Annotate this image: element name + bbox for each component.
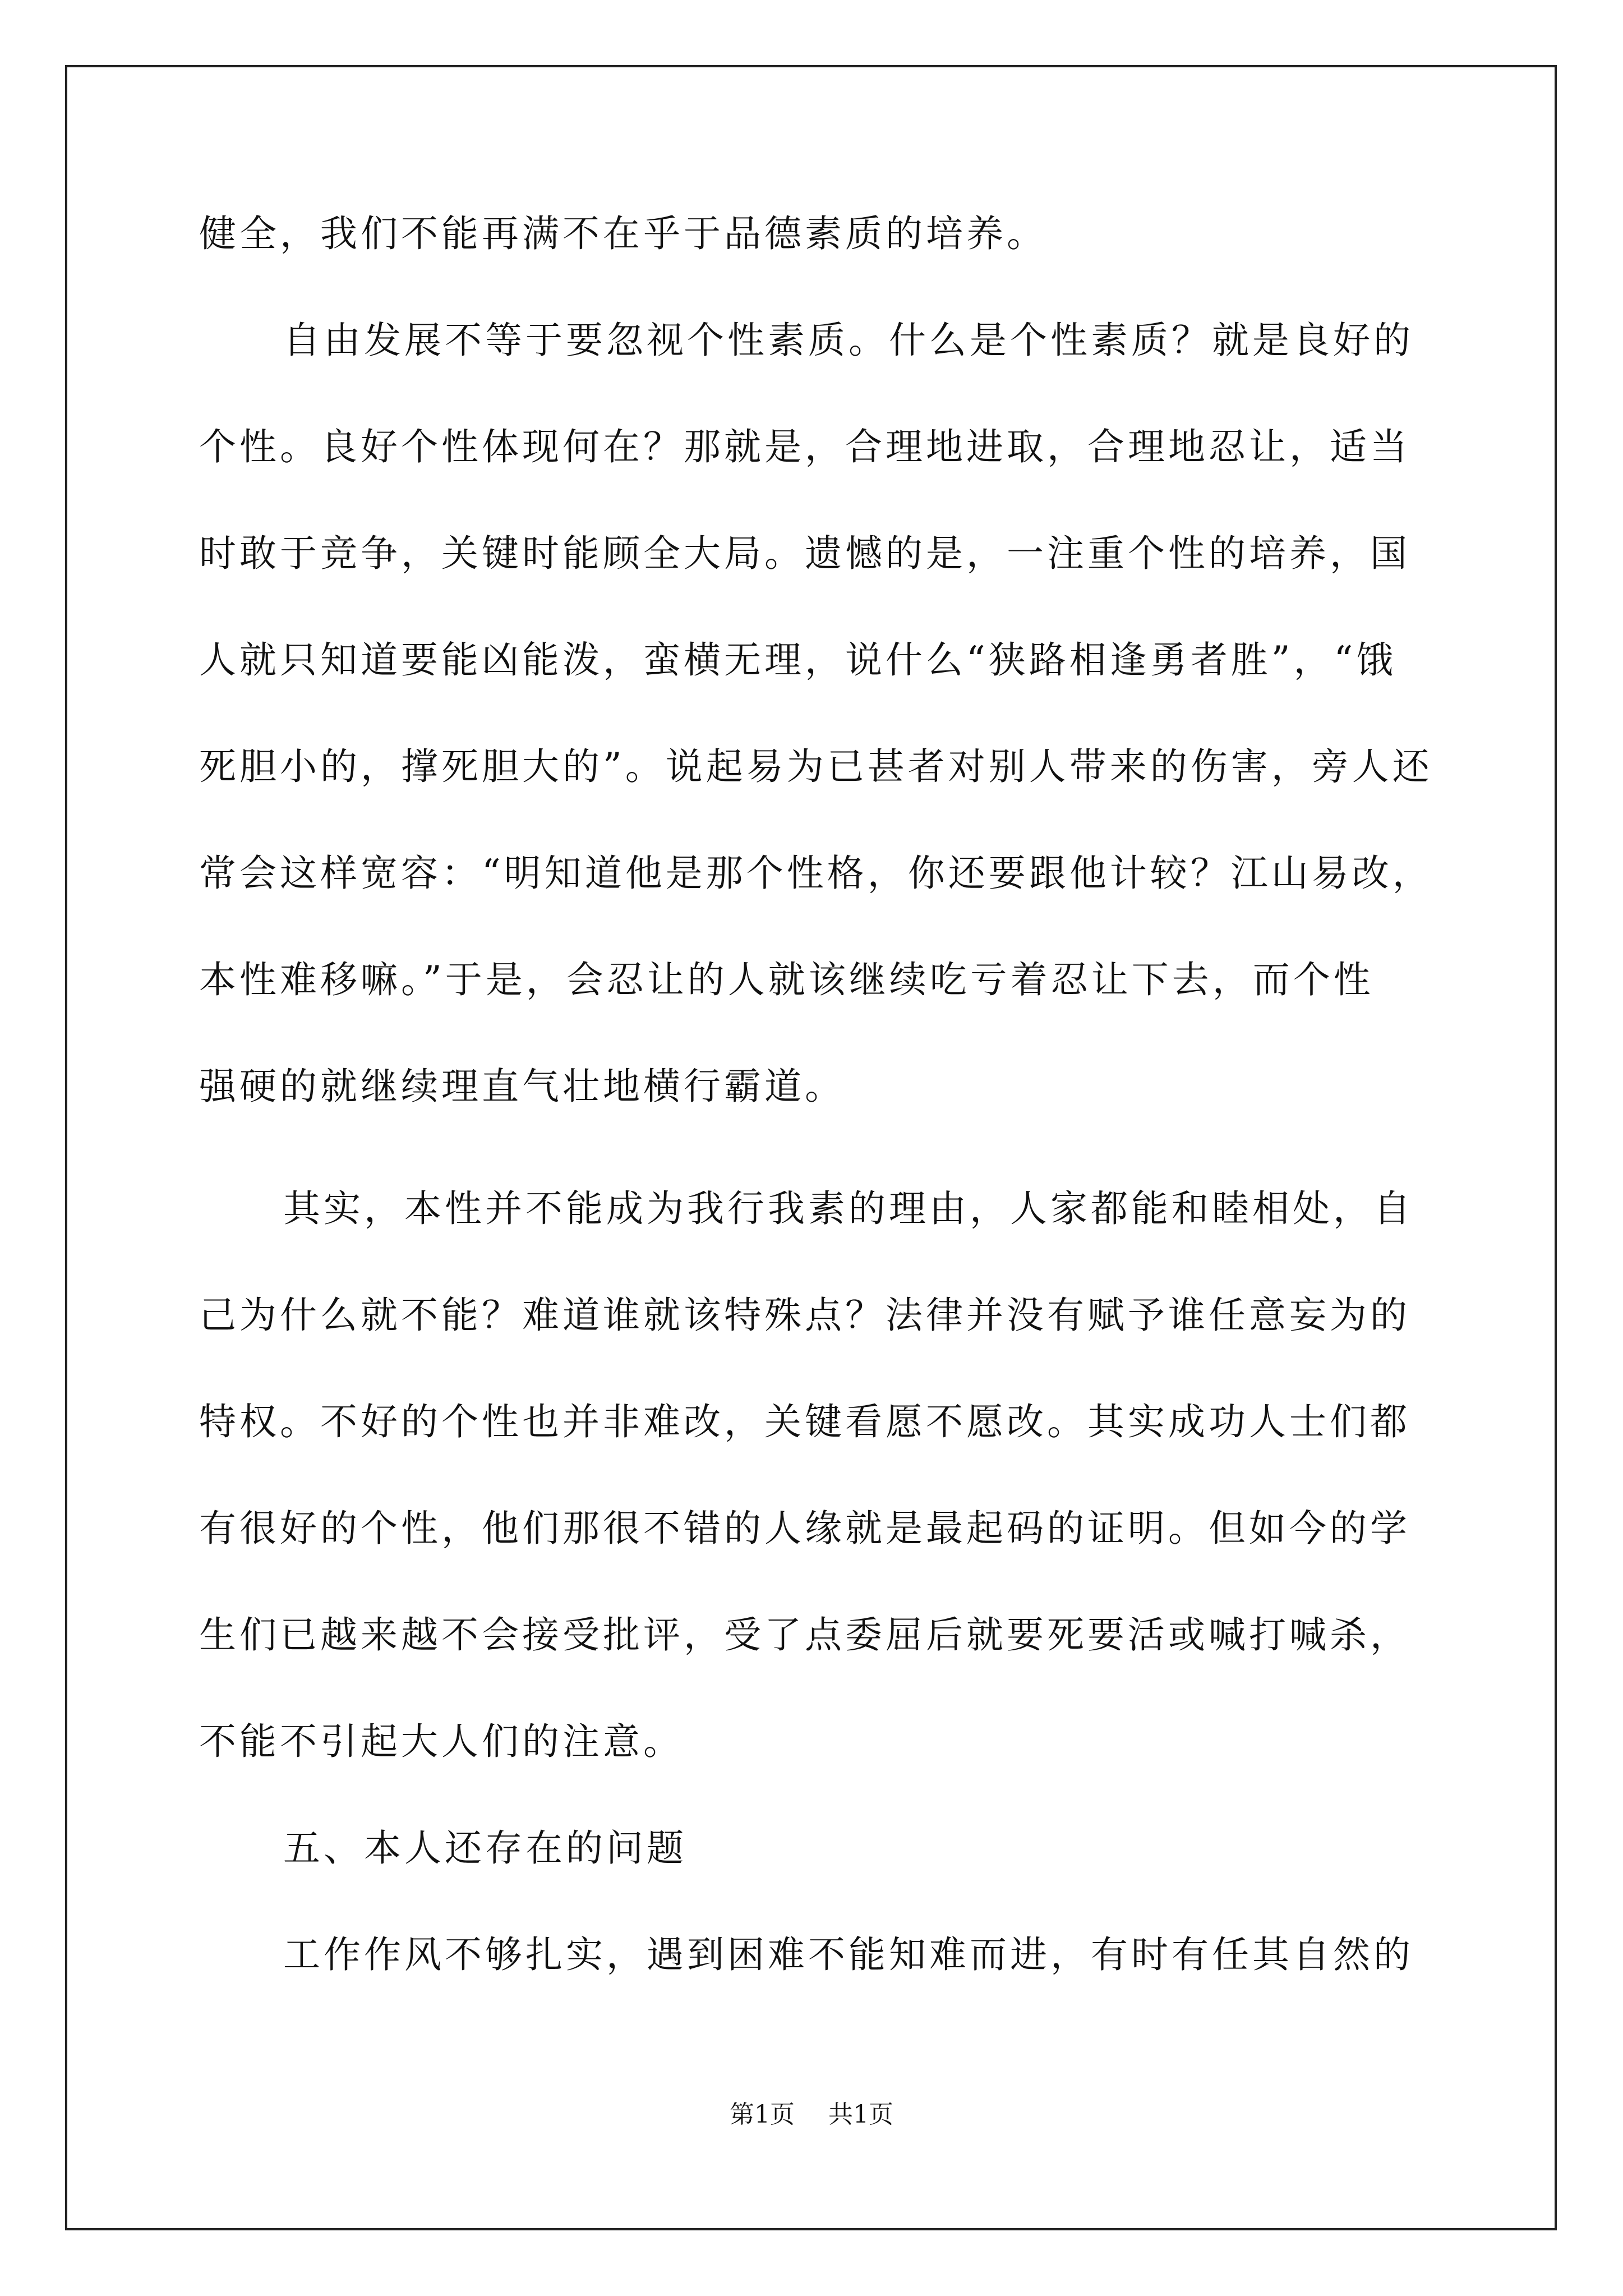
- page-footer: [0, 2098, 1623, 2132]
- text-line: 有很好的个性，他们那很不错的人缘就是最起码的证明。但如今的学: [199, 1507, 1410, 1550]
- text-line: 个性。良好个性体现何在？那就是，合理地进取，合理地忍让，适当: [199, 425, 1410, 468]
- text-line: 本性难移嘛。”于是，会忍让的人就该继续吃亏着忍让下去，而个性: [199, 958, 1374, 1001]
- text-line: 强硬的就继续理直气壮地横行霸道。: [199, 1065, 845, 1108]
- text-line: 健全，我们不能再满不在乎于品德素质的培养。: [199, 212, 1047, 255]
- text-line: 特权。不好的个性也并非难改，关键看愿不愿改。其实成功人士们都: [199, 1400, 1410, 1443]
- text-line: 人就只知道要能凶能泼，蛮横无理，说什么“狭路相逢勇者胜”，“饿: [199, 638, 1397, 682]
- text-line: 自由发展不等于要忽视个性素质。什么是个性素质？就是良好的: [283, 319, 1414, 362]
- page-number: 第1页: [730, 2100, 795, 2129]
- text-line: 工作作风不够扎实，遇到困难不能知难而进，有时有任其自然的: [283, 1933, 1414, 1976]
- page-border: [65, 65, 1557, 2230]
- section-heading: 五、本人还存在的问题: [283, 1826, 687, 1870]
- text-line: 生们已越来越不会接受批评，受了点委屈后就要死要活或喊打喊杀，: [199, 1613, 1410, 1657]
- text-line: 死胆小的，撑死胆大的”。说起易为已甚者对别人带来的伤害，旁人还: [199, 745, 1433, 788]
- text-line: 常会这样宽容：“明知道他是那个性格，你还要跟他计较？江山易改，: [199, 852, 1433, 895]
- text-line: 己为什么就不能？难道谁就该特殊点？法律并没有赋予谁任意妄为的: [199, 1294, 1410, 1337]
- text-line: 不能不引起大人们的注意。: [199, 1720, 684, 1763]
- text-line: 时敢于竞争，关键时能顾全大局。遗憾的是，一注重个性的培养，国: [199, 532, 1410, 575]
- page-total: 共1页: [828, 2100, 893, 2129]
- text-line: 其实，本性并不能成为我行我素的理由，人家都能和睦相处，自: [283, 1187, 1414, 1230]
